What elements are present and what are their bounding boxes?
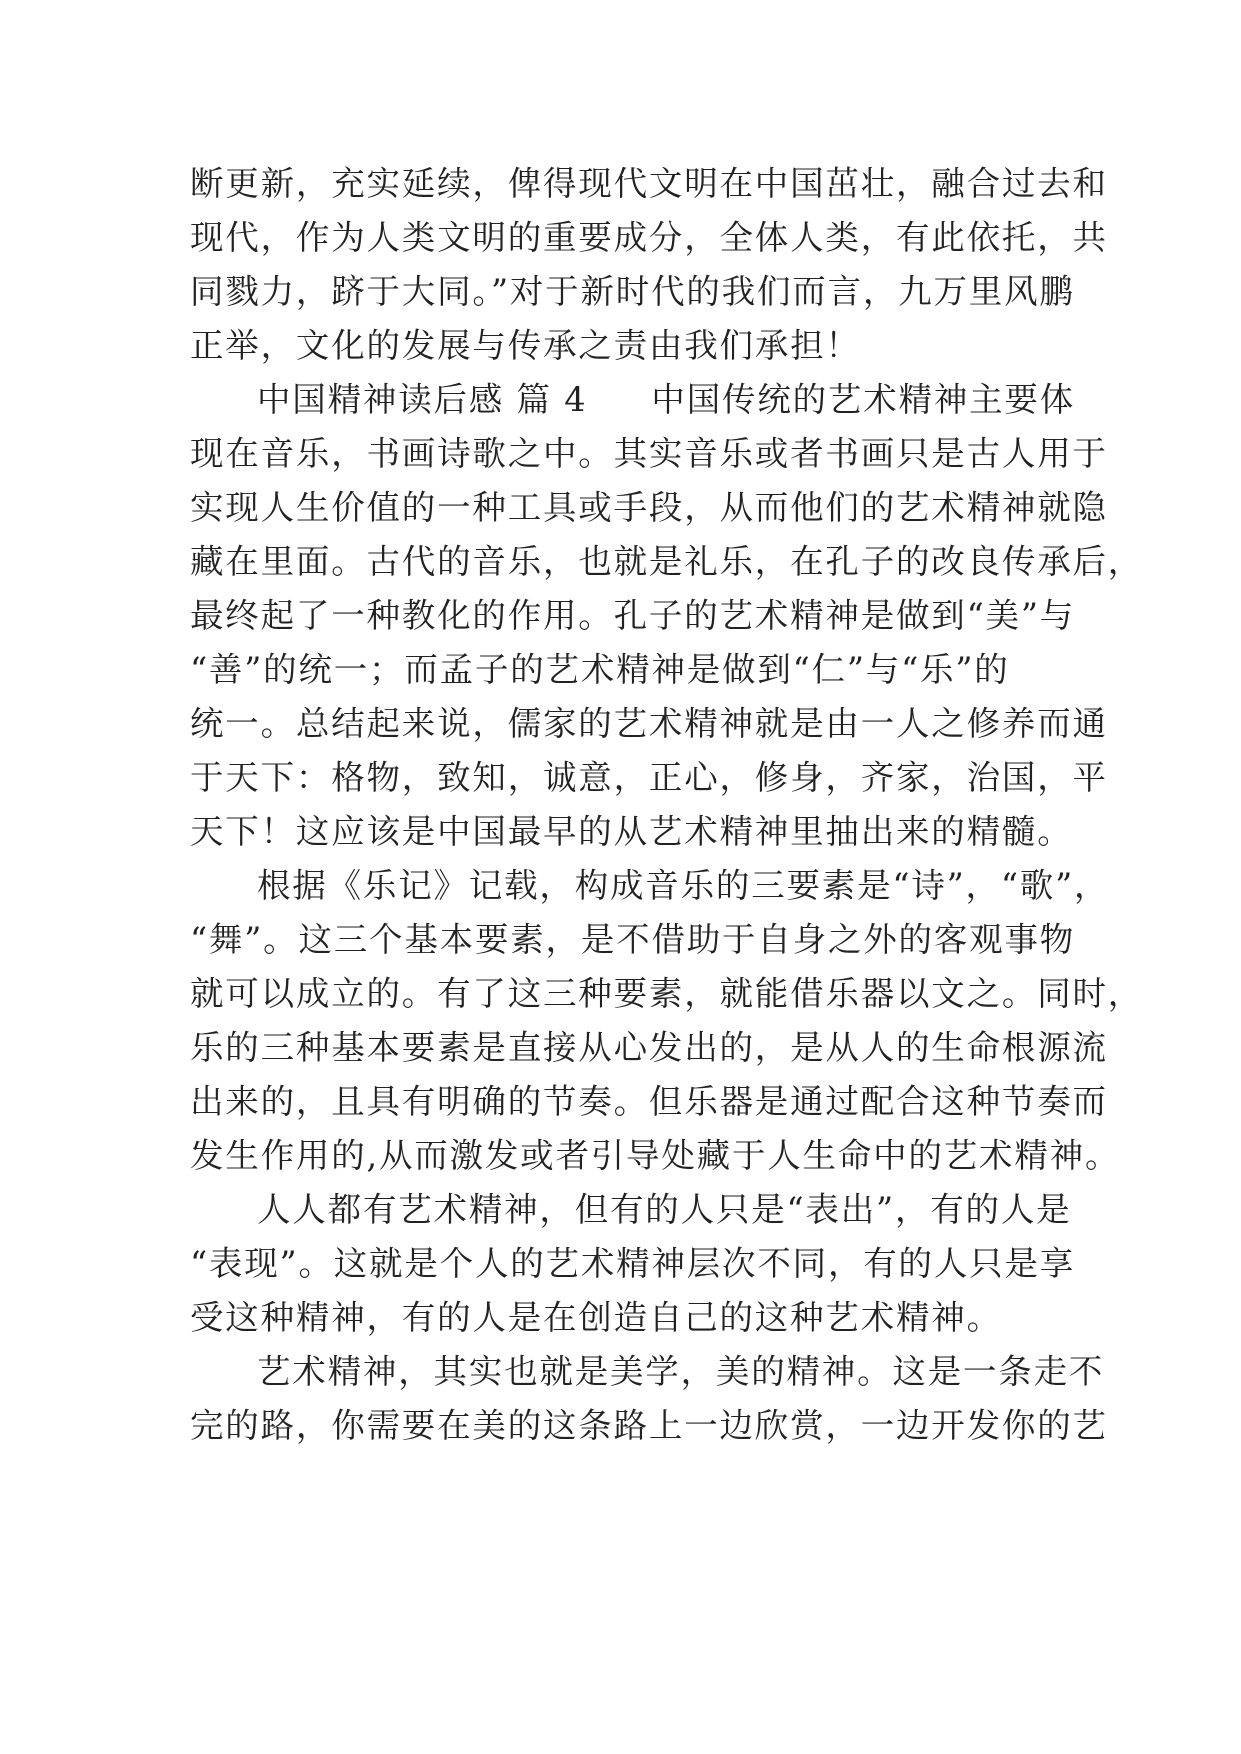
paragraph-first-line: 人人都有艺术精神，但有的人只是“表出”，有的人是 bbox=[257, 1190, 1072, 1229]
section-heading-line bbox=[257, 372, 1075, 428]
section-heading: 中国精神读后感 篇 4 bbox=[257, 380, 588, 419]
text-line: 完的路，你需要在美的这条路上一边欣赏，一边开发你的艺 bbox=[190, 1406, 1108, 1445]
text-line: 出来的，且具有明确的节奏。但乐器是通过配合这种节奏而 bbox=[190, 1082, 1108, 1121]
text-line: “表现”。这就是个人的艺术精神层次不同，有的人只是享 bbox=[190, 1244, 1076, 1283]
text-line: 于天下：格物，致知，诚意，正心，修身，齐家，治国，平 bbox=[190, 758, 1108, 797]
text-line: 受这种精神，有的人是在创造自己的这种艺术精神。 bbox=[190, 1298, 1002, 1337]
text-line: 实现人生价值的一种工具或手段，从而他们的艺术精神就隐 bbox=[190, 488, 1108, 527]
text-line: 发生作用的,从而激发或者引导处藏于人生命中的艺术精神。 bbox=[190, 1136, 1121, 1175]
text-line: 最终起了一种教化的作用。孔子的艺术精神是做到“美”与 bbox=[190, 596, 1076, 635]
paragraph-first-line: 根据《乐记》记载，构成音乐的三要素是“诗”，“歌”， bbox=[257, 866, 1110, 905]
text-line: 现代，作为人类文明的重要成分，全体人类，有此依托，共 bbox=[190, 218, 1108, 257]
text-line: 藏在里面。古代的音乐，也就是礼乐，在孔子的改良传承后， bbox=[190, 542, 1144, 581]
text-line: “舞”。这三个基本要素，是不借助于自身之外的客观事物 bbox=[190, 920, 1076, 959]
text-line: 现在音乐，书画诗歌之中。其实音乐或者书画只是古人用于 bbox=[190, 434, 1108, 473]
text-line: 同戮力，跻于大同。”对于新时代的我们而言，九万里风鹏 bbox=[190, 272, 1075, 311]
text-line: 就可以成立的。有了这三种要素，就能借乐器以文之。同时， bbox=[190, 974, 1144, 1013]
text-line: 天下！这应该是中国最早的从艺术精神里抽出来的精髓。 bbox=[190, 812, 1073, 851]
text-line: 正举，文化的发展与传承之责由我们承担！ bbox=[190, 326, 861, 365]
text-line: “善”的统一；而孟子的艺术精神是做到“仁”与“乐”的 bbox=[190, 650, 1010, 689]
text-line: 乐的三种基本要素是直接从心发出的，是从人的生命根源流 bbox=[190, 1028, 1108, 1067]
text-line: 统一。总结起来说，儒家的艺术精神就是由一人之修养而通 bbox=[190, 704, 1108, 743]
paragraph-start: 中国传统的艺术精神主要体 bbox=[651, 380, 1076, 419]
text-line: 断更新，充实延续，俾得现代文明在中国茁壮，融合过去和 bbox=[190, 164, 1108, 203]
paragraph-first-line: 艺术精神，其实也就是美学，美的精神。这是一条走不 bbox=[257, 1352, 1105, 1391]
